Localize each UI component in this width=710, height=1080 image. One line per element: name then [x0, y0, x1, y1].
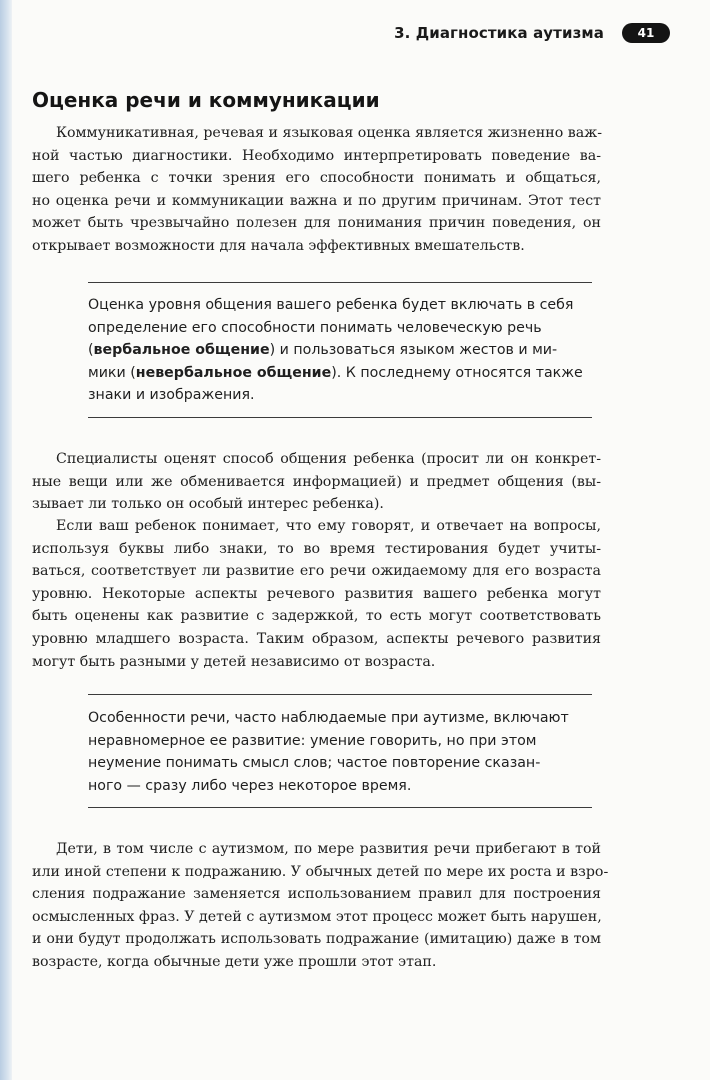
text-line: уровню младшего возраста. Таким образом, аспекты речевого развития: [32, 630, 601, 647]
callout-text: ) и пользоваться языком жестов и ми-: [269, 342, 558, 359]
text-line: сления подражание заменяется использованием правил для построения: [32, 886, 601, 903]
text-line: быть оценены как развитие с задержкой, то есть могут соответствовать: [32, 608, 601, 625]
paragraph-4: [32, 838, 609, 974]
text-line: но оценка речи и коммуникации важна и по другим причинам. Этот тест: [32, 192, 601, 209]
text-line: зывает ли только он особый интерес ребенка).: [32, 496, 384, 513]
text-line: уровню. Некоторые аспекты речевого развития вашего ребенка могут: [32, 585, 601, 602]
section-heading: Оценка речи и коммуникации: [32, 88, 380, 112]
text-line: используя буквы либо знаки, то во время тестирования будет учиты-: [32, 540, 601, 557]
callout-line: [88, 362, 592, 385]
text-line: может быть чрезвычайно полезен для понимания причин поведения, он: [32, 215, 601, 232]
text-line: и они будут продолжать использовать подражание (имитацию) даже в том: [32, 931, 601, 948]
callout-line: [88, 339, 592, 362]
page-number-badge: 41: [622, 23, 670, 43]
callout-line: Особенности речи, часто наблюдаемые при аутизме, включают: [88, 710, 569, 726]
text-line: Коммуникативная, речевая и языковая оценка является жизненно важ-: [56, 125, 603, 141]
text-line: шего ребенка с точки зрения его способности понимать и общаться,: [32, 170, 601, 187]
term-verbal-communication: вербальное общение: [93, 342, 270, 359]
text-line: Дети, в том числе с аутизмом, по мере развития речи прибегают в той: [56, 841, 601, 857]
text-line: открывает возможности для начала эффективных вмешательств.: [32, 237, 525, 254]
callout-box-communication: [88, 282, 592, 418]
callout-box-speech-features: [88, 694, 592, 808]
callout-line: знаки и изображения.: [88, 387, 255, 404]
text-line: возрасте, когда обычные дети уже прошли этот этап.: [32, 953, 437, 970]
term-nonverbal-communication: невербальное общение: [135, 364, 332, 381]
callout-line: определение его способности понимать человеческую речь: [88, 319, 542, 336]
callout-line: неравномерное ее развитие: умение говорить, но при этом: [88, 732, 537, 749]
text-line: ной частью диагностики. Необходимо интерпретировать поведение ва-: [32, 147, 601, 164]
text-line: ваться, соответствует ли развитие его речи ожидаемому для его возраста: [32, 563, 601, 580]
text-line: могут быть разными у детей независимо от возраста.: [32, 653, 436, 670]
running-head: [394, 22, 670, 44]
paragraph-1: [32, 122, 601, 258]
callout-line: Оценка уровня общения вашего ребенка будет включать в себя: [88, 297, 574, 313]
text-line: или иной степени к подражанию. У обычных детей по мере их роста и взро-: [32, 863, 609, 880]
callout-text: (: [88, 342, 94, 359]
chapter-title: 3. Диагностика аутизма: [394, 24, 604, 42]
callout-line: ного — сразу либо через некоторое время.: [88, 777, 412, 794]
text-line: Специалисты оценят способ общения ребенка (просит ли он конкрет-: [56, 451, 601, 467]
paragraph-3: [32, 515, 601, 673]
paragraph-2: [32, 448, 601, 516]
callout-line: неумение понимать смысл слов; частое повторение сказан-: [88, 755, 541, 772]
text-line: осмысленных фраз. У детей с аутизмом этот процесс может быть нарушен,: [32, 908, 602, 925]
text-line: ные вещи или же обменивается информацией) и предмет общения (вы-: [32, 473, 601, 490]
callout-text: мики (: [88, 364, 136, 381]
callout-text: ). К последнему относятся также: [331, 364, 583, 381]
text-line: Если ваш ребенок понимает, что ему говорят, и отвечает на вопросы,: [56, 518, 601, 534]
